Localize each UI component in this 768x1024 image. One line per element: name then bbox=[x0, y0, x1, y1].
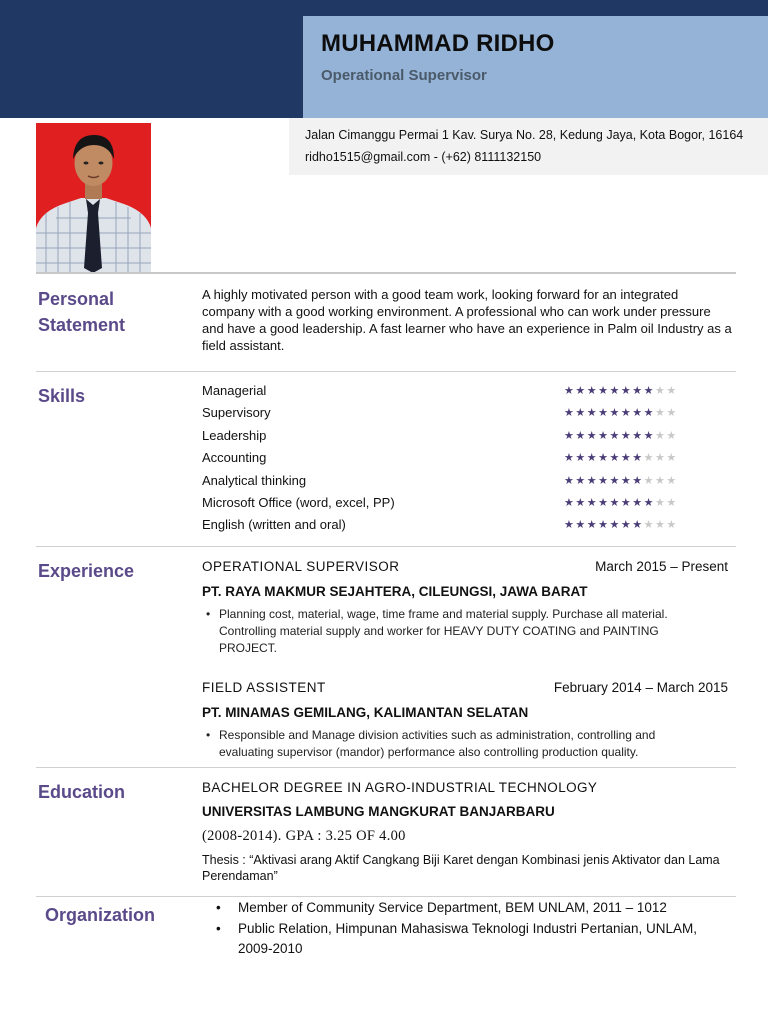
star-filled-icon: ★ bbox=[575, 519, 587, 531]
divider bbox=[36, 767, 736, 768]
star-filled-icon: ★ bbox=[564, 407, 576, 419]
section-heading-personal bbox=[38, 286, 125, 338]
star-filled-icon: ★ bbox=[564, 452, 576, 464]
star-filled-icon: ★ bbox=[586, 407, 599, 419]
star-filled-icon: ★ bbox=[564, 475, 576, 487]
star-filled-icon: ★ bbox=[643, 430, 655, 442]
star-filled-icon: ★ bbox=[598, 475, 610, 487]
star-filled-icon: ★ bbox=[575, 407, 587, 419]
star-empty-icon: ★ bbox=[655, 452, 667, 464]
star-filled-icon: ★ bbox=[643, 385, 655, 397]
section-heading-education: Education bbox=[38, 782, 126, 802]
star-filled-icon: ★ bbox=[609, 452, 621, 464]
company-2: PT. MINAMAS GEMILANG, KALIMANTAN SELATAN bbox=[202, 705, 529, 720]
star-empty-icon: ★ bbox=[666, 407, 678, 419]
job-title: Operational Supervisor bbox=[321, 67, 487, 84]
skill-rating bbox=[564, 384, 678, 397]
star-filled-icon: ★ bbox=[598, 519, 610, 531]
bullet-icon: • bbox=[206, 728, 211, 742]
skill-rating bbox=[564, 406, 678, 419]
skill-name: Analytical thinking bbox=[202, 473, 307, 488]
divider bbox=[36, 546, 736, 547]
star-filled-icon: ★ bbox=[609, 430, 621, 442]
skill-rating bbox=[564, 429, 678, 442]
address: Jalan Cimanggu Permai 1 Kav. Surya No. 28, Kedung Jaya, Kota Bogor, 16164 bbox=[305, 128, 744, 142]
star-filled-icon: ★ bbox=[620, 407, 633, 419]
star-filled-icon: ★ bbox=[598, 430, 610, 442]
divider bbox=[36, 272, 736, 274]
gpa: (2008-2014). GPA : 3.25 OF 4.00 bbox=[202, 828, 406, 844]
job-title-1: OPERATIONAL SUPERVISOR bbox=[202, 559, 400, 574]
star-empty-icon: ★ bbox=[643, 452, 655, 464]
star-empty-icon: ★ bbox=[655, 430, 667, 442]
star-filled-icon: ★ bbox=[643, 407, 655, 419]
star-filled-icon: ★ bbox=[632, 497, 644, 509]
skill-name: Managerial bbox=[202, 383, 267, 398]
star-filled-icon: ★ bbox=[620, 475, 633, 487]
star-empty-icon: ★ bbox=[666, 452, 678, 464]
star-filled-icon: ★ bbox=[620, 385, 633, 397]
star-filled-icon: ★ bbox=[632, 407, 644, 419]
job-bullet-2 bbox=[206, 727, 697, 761]
heading-line-2: Statement bbox=[38, 315, 126, 335]
thesis: Thesis : “Aktivasi arang Aktif Cangkang Biji Karet dengan Kombinasi jenis Aktivator dan Lama Perendaman” bbox=[202, 853, 720, 883]
star-empty-icon: ★ bbox=[666, 385, 678, 397]
org-item-text: Member of Community Service Department, BEM UNLAM, 2011 – 1012 bbox=[238, 900, 667, 915]
star-filled-icon: ★ bbox=[632, 430, 644, 442]
star-filled-icon: ★ bbox=[564, 519, 576, 531]
star-empty-icon: ★ bbox=[666, 519, 678, 531]
degree: BACHELOR DEGREE IN AGRO-INDUSTRIAL TECHNOLOGY bbox=[202, 780, 598, 795]
star-filled-icon: ★ bbox=[598, 407, 610, 419]
star-filled-icon: ★ bbox=[609, 407, 621, 419]
job-date-1: March 2015 – Present bbox=[595, 559, 728, 574]
person-photo-icon bbox=[36, 123, 151, 273]
bullet-icon: • bbox=[216, 900, 221, 915]
star-filled-icon: ★ bbox=[598, 497, 610, 509]
star-filled-icon: ★ bbox=[575, 430, 587, 442]
skill-name: Supervisory bbox=[202, 405, 271, 420]
job-date-2: February 2014 – March 2015 bbox=[553, 680, 728, 695]
star-filled-icon: ★ bbox=[609, 475, 621, 487]
star-filled-icon: ★ bbox=[586, 519, 599, 531]
star-filled-icon: ★ bbox=[564, 385, 576, 397]
star-empty-icon: ★ bbox=[643, 519, 655, 531]
section-heading-experience: Experience bbox=[38, 561, 135, 581]
star-filled-icon: ★ bbox=[609, 519, 621, 531]
star-filled-icon: ★ bbox=[620, 497, 633, 509]
star-filled-icon: ★ bbox=[620, 452, 633, 464]
star-filled-icon: ★ bbox=[586, 452, 599, 464]
star-filled-icon: ★ bbox=[620, 519, 633, 531]
skill-rating bbox=[564, 496, 678, 509]
contact-block bbox=[289, 118, 768, 175]
star-empty-icon: ★ bbox=[666, 497, 678, 509]
star-filled-icon: ★ bbox=[632, 385, 644, 397]
skill-name: Microsoft Office (word, excel, PP) bbox=[202, 495, 395, 510]
star-filled-icon: ★ bbox=[575, 497, 587, 509]
bullet-icon: • bbox=[206, 607, 211, 621]
star-filled-icon: ★ bbox=[643, 497, 655, 509]
name-box bbox=[303, 16, 768, 118]
section-heading-skills: Skills bbox=[38, 386, 86, 406]
candidate-name: MUHAMMAD RIDHO bbox=[321, 30, 555, 57]
star-filled-icon: ★ bbox=[632, 519, 644, 531]
star-filled-icon: ★ bbox=[598, 452, 610, 464]
star-filled-icon: ★ bbox=[586, 497, 599, 509]
skill-rating bbox=[564, 451, 678, 464]
star-empty-icon: ★ bbox=[655, 519, 667, 531]
skill-rating bbox=[564, 474, 678, 487]
star-empty-icon: ★ bbox=[666, 475, 678, 487]
star-filled-icon: ★ bbox=[620, 430, 633, 442]
star-empty-icon: ★ bbox=[655, 497, 667, 509]
divider bbox=[36, 896, 736, 897]
skill-name: English (written and oral) bbox=[202, 517, 346, 532]
star-filled-icon: ★ bbox=[575, 452, 587, 464]
star-filled-icon: ★ bbox=[586, 475, 599, 487]
star-empty-icon: ★ bbox=[666, 430, 678, 442]
org-item-text: Public Relation, Himpunan Mahasiswa Teknologi Industri Pertanian, UNLAM, 2009-2010 bbox=[238, 921, 697, 956]
job-title-2: FIELD ASSISTENT bbox=[202, 680, 326, 695]
star-filled-icon: ★ bbox=[598, 385, 610, 397]
skill-rating bbox=[564, 518, 678, 531]
star-empty-icon: ★ bbox=[643, 475, 655, 487]
star-filled-icon: ★ bbox=[586, 385, 599, 397]
heading-line-1: Personal bbox=[38, 289, 115, 309]
star-filled-icon: ★ bbox=[564, 497, 576, 509]
star-empty-icon: ★ bbox=[655, 407, 667, 419]
skill-name: Accounting bbox=[202, 450, 267, 465]
divider bbox=[36, 371, 736, 372]
skill-name: Leadership bbox=[202, 428, 267, 443]
profile-photo bbox=[36, 123, 151, 273]
star-empty-icon: ★ bbox=[655, 475, 667, 487]
email-phone: ridho1515@gmail.com - (+62) 8111132150 bbox=[305, 150, 542, 164]
star-filled-icon: ★ bbox=[609, 497, 621, 509]
job-bullet-1 bbox=[206, 606, 697, 657]
job-bullet-text: Planning cost, material, wage, time frame and material supply. Purchase all material. Controlling material supply and worker for HEAVY DUTY COATING and PAINTING PROJECT. bbox=[219, 607, 668, 655]
star-filled-icon: ★ bbox=[564, 430, 576, 442]
section-heading-organization: Organization bbox=[45, 905, 156, 925]
bullet-icon: • bbox=[216, 921, 221, 936]
company-1: PT. RAYA MAKMUR SEJAHTERA, CILEUNGSI, JAWA BARAT bbox=[202, 584, 588, 599]
star-filled-icon: ★ bbox=[575, 385, 587, 397]
star-filled-icon: ★ bbox=[575, 475, 587, 487]
personal-statement-text: A highly motivated person with a good team work, looking forward for an integrated company with a good working environment. A professional who can work under pressure and have a good leadership. A fast learner who have an experience in Palm oil Industry as a field assistant. bbox=[202, 287, 732, 353]
star-empty-icon: ★ bbox=[655, 385, 667, 397]
star-filled-icon: ★ bbox=[609, 385, 621, 397]
star-filled-icon: ★ bbox=[632, 475, 644, 487]
job-bullet-text: Responsible and Manage division activities such as administration, controlling and evaluating supervisor (mandor) performance also controlling production quality. bbox=[219, 728, 656, 759]
university: UNIVERSITAS LAMBUNG MANGKURAT BANJARBARU bbox=[202, 804, 555, 819]
star-filled-icon: ★ bbox=[586, 430, 599, 442]
star-filled-icon: ★ bbox=[632, 452, 644, 464]
